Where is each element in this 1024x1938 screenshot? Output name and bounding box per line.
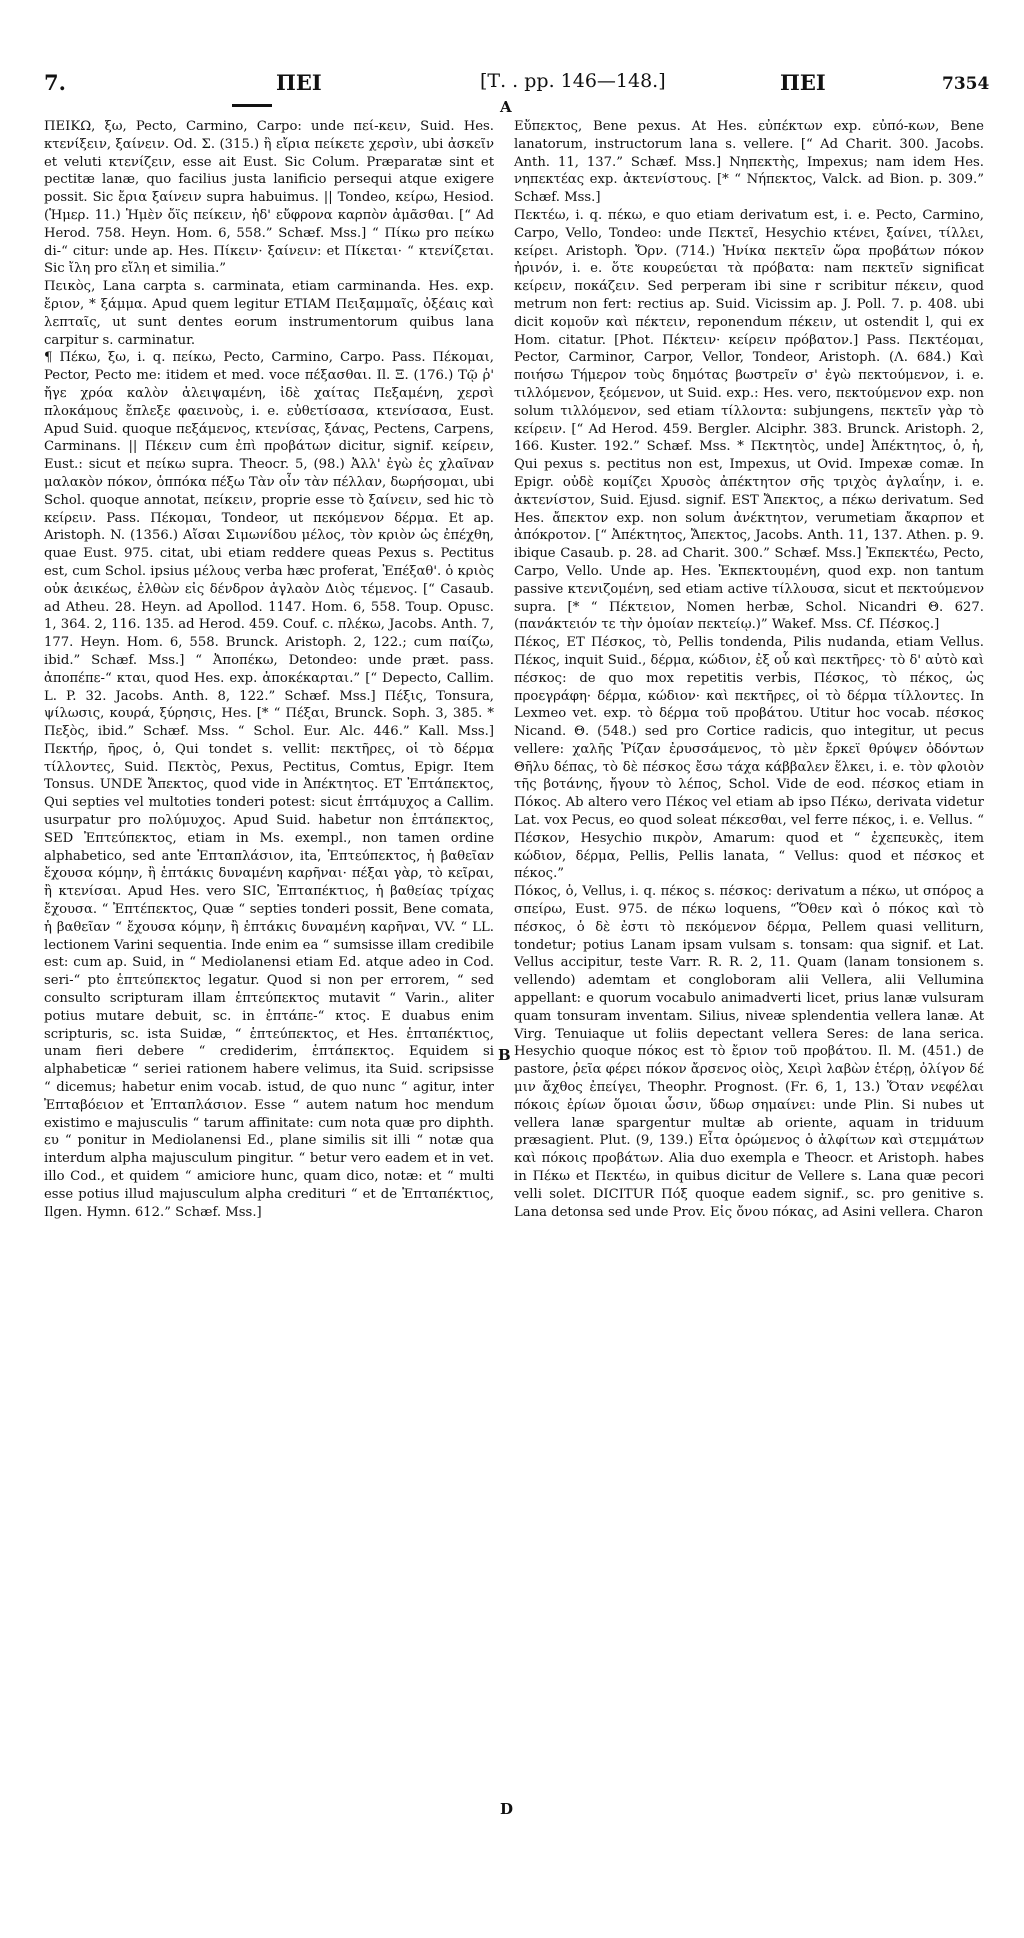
entry-peikos: Πεικὸς, Lana carpta s. carminata, etiam carminanda. Hes. exp. ἔριον, * ξάμμα. Apud quem legitur ETIAM Πειξαμμαῖς, ὀξέαις καὶ λεπταῖς, ut sunt dentes eorum instrumentorum quibus lana carpitur s. carminatur. [44, 279, 494, 348]
margin-letter-d: D [500, 1800, 514, 1818]
header-rule [232, 104, 272, 107]
entry-peko: ¶ Πέκω, ξω, i. q. πείκω, Pecto, Carmino, Carpo. Pass. Πέκομαι, Pector, Pecto me: itidem et med. voce πέξασθαι. Il. Ξ. (176.) Τῷ ῥ' ἤγε χρόα καλὸν ἀλειψαμένη, ἰδὲ χαίτας Πεξαμένη, χερσὶ πλοκάμους ἔπλεξε φαεινοὺς, i. e. εὐθετίσασα, κτενίσασα, Eust. Apud Suid. quoque πεξάμενος, κτενίσας, ξάνας, Pectens, Carpens, Carminans. || Πέκειν cum ἐπὶ προβάτων dicitur, signif. κείρειν, Eust.: sicut et πείκω supra. Theocr. 5, (98.) Ἀλλ' ἐγὼ ἐς χλαῖναν μαλακὸν πόκον, ὁππόκα πέξω Τὰν οἶν τὰν πέλλαν, δωρήσομαι, ubi Schol. quoque annotat, πείκειν, proprie esse τὸ ξαίνειν, sed hic τὸ κείρειν. Pass. Πέκομαι, Tondeor, ut πεκόμενον δέρμα. Et ap. Aristoph. N. (1356.) Αἴσαι Σιμωνίδου μέλος, τὸν κριὸν ὡς ἐπέχθη, quae Eust. 975. citat, ubi etiam reddere queas Pexus s. Pectitus est, cum Schol. ipsius μέλους verba hæc proferat, Ἐπέξαθ'. ὁ κριὸς οὐκ ἀεικέως, ἐλθὼν εἰς δένδρον ἀγλαὸν Διὸς τέμενος. [“ Casaub. ad Atheu. 28. Heyn. ad Apollod. 1147. Hom. 6, 558. Toup. Opusc. 1, 364. 2, 116. 135. ad Herod. 459. Couf. c. πλέκω, Jacobs. Anth. 7, 177. Heyn. Hom. 6, 558. Brunck. Aristoph. 2, 122.; cum παίζω, ibid.” Schæf. Mss.] “ Ἀποπέκω, Detondeo: unde præt. pass. ἀποπέπε-“ κται, quod Hes. exp. ἀποκέκαρται.” [“ Depecto, Callim. L. P. 32. Jacobs. Anth. 8, 122.” Schæf. Mss.] Πέξις, Tonsura, ψίλωσις, κουρά, ξύρησις, Hes. [* “ Πέξαι, Brunck. Soph. 3, 385. * Πεξὸς, ibid.” Schæf. Mss. “ Schol. Eur. Alc. 446.” Kall. Mss.] Πεκτήρ, ῆρος, ὁ, Qui tondet s. vellit: πεκτῆρες, οἱ τὸ δέρμα τίλλοντες, Suid. Πεκτὸς, Pexus, Pectitus, Comtus, Epigr. Item Tonsus. UNDE Ἄπεκτος, quod vide in Ἀπέκτητος. ET Ἐπτάπεκτος, Qui septies vel multoties tonderi potest: sicut ἑπτάμυχος a Callim. usurpatur pro πολύμυχος. Apud Suid. habetur non ἑπτάπεκτος, SED Ἐπτεύπεκτος, etiam in Ms. exempl., non tamen ordine alphabetico, sed ante Ἐπταπλάσιον, ita, Ἐπτεύπεκτος, ἡ βαθεῖαν ἔχουσα κόμην, ἢ ἑπτάκις δυναμένη καρῆναι· πέξαι γὰρ, τὸ κεῖραι, ἢ κτενίσαι. Apud Hes. vero SIC, Ἐπταπέκτιος, ἡ βαθείας τρίχας ἔχουσα. “ Ἐπτέπεκτος, Quæ “ septies tonderi possit, Bene comata, ἡ βαθεῖαν “ ἔχουσα κόμην, ἢ ἑπτάκις δυναμένη καρῆναι, VV. “ LL. lectionem Varini sequentia. Inde enim ea “ sumsisse illam credibile est: cum ap. Suid, in “ Mediolanensi etiam Ed. atque adeo in Cod. seri-“ pto ἑπτεύπεκτος legatur. Quod si non per errorem, “ sed consulto scripturam illam ἑπτεύπεκτος mutavit “ Varin., aliter potius mutare debuit, sc. in ἑπτάπε-“ κτος. E duabus enim scripturis, sc. ista Suidæ, “ ἑπτεύπεκτος, et Hes. ἑπταπέκτιος, unam fieri debere “ crediderim, ἑπτάπεκτος. Equidem si alphabeticæ “ seriei rationem habere velimus, ita Suid. scripsisse “ dicemus; habetur enim vocab. istud, de quo nunc “ agitur, inter Ἐπταβόειον et Ἐπταπλάσιον. Esse “ autem natum hoc mendum existimo e majusculis “ tarum affinitate: cum nota quæ pro diphth. ευ “ ponitur in Mediolanensi Ed., plane similis sit illi “ notæ qua interdum alpha majusculum pingitur. “ betur vero eadem et in vet. illo Cod., et quidem “ amiciore hunc, quam dico, notæ: et “ multi esse potius illud majusculum alpha credituri “ et de Ἐπταπέκτιος, Ilgen. Hymn. 612.” Schæf. Mss.] [44, 350, 494, 1220]
left-column [44, 118, 494, 1221]
entry-pekteo: Πεκτέω, i. q. πέκω, e quo etiam derivatum est, i. e. Pecto, Carmino, Carpo, Vello, Tondeo: unde Πεκτεῖ, Hesychio κτένει, ξαίνει, τίλλει, κείρει. Aristoph. Ὄρν. (714.) Ἡνίκα πεκτεῖν ὥρα προβάτων πόκον ἠρινόν, i. e. ὅτε κουρεύεται τὰ πρόβατα: nam πεκτεῖν significat κείρειν, ποκάζειν. Sed perperam ibi sine r scribitur πέκειν, quod metrum non fert: rectius ap. Suid. Vicissim ap. J. Poll. 7. p. 408. ubi dicit κομοῦν καὶ πέκτειν, reponendum πέκειν, ut ostendit l, qui ex Hom. citatur. [Phot. Πέκτειν· κείρειν πρόβατον.] Pass. Πεκτέομαι, Pector, Carminor, Carpor, Vellor, Tondeor, Aristoph. (Λ. 684.) Καὶ ποιήσω Τήμερον τοὺς δημότας βωστρεῖν σ' ἐγὼ πεκτούμενον, i. e. τιλλόμενον, ξεόμενον, ut Suid. exp.: Hes. vero, πεκτούμενον exp. non solum τιλλόμενον, sed etiam τίλλοντα: subjungens, πεκτεῖν γὰρ τὸ κείρειν. [“ Ad Herod. 459. Bergler. Alciphr. 383. Brunck. Aristoph. 2, 166. Kuster. 192.” Schæf. Mss. * Πεκτητὸς, unde] Ἀπέκτητος, ὁ, ἡ, Qui pexus s. pectitus non est, Impexus, ut Ovid. Impexæ comæ. In Epigr. οὐδὲ κομίζει Χρυσὸς ἀπέκτητον σῆς τριχὸς ἀγλαΐην, i. e. ἀκτενίστον, Suid. Ejusd. signif. EST Ἄπεκτος, a πέκω derivatum. Sed Hes. ἄπεκτον exp. non solum ἀνέκτητον, verumetiam ἄκαρπον et ἀπόκροτον. [“ Ἀπέκτητος, Ἄπεκτος, Jacobs. Anth. 11, 137. Athen. p. 9. ibique Casaub. p. 28. ad Charit. 300.” Schæf. Mss.] Ἐκπεκτέω, Pecto, Carpo, Vello. Unde ap. Hes. Ἐκπεκτουμένη, quod exp. non tantum passive κτενιζομένη, sed etiam active τίλλουσα, sicut et πεκτούμενον supra. [* “ Πέκτειον, Nomen herbæ, Schol. Nicandri Θ. 627. (πανάκτειόν τε τὴν ὁμοίαν πεκτείῳ.)” Wakef. Mss. Cf. Πέσκος.] [514, 207, 984, 633]
page-header [44, 70, 990, 110]
entry-pekos: Πέκος, ET Πέσκος, τὸ, Pellis tondenda, Pilis nudanda, etiam Vellus. Πέκος, inquit Suid., δέρμα, κώδιον, ἐξ οὗ καὶ πεκτῆρες· τὸ δ' αὐτὸ καὶ πέσκος: de quo mox repetitis verbis, Πέσκος, τὸ πέκος, ὡς προεγράφη· δέρμα, κώδιον· καὶ πεκτῆρες, οἱ τὸ δέρμα τίλλοντες. In Lexmeo vet. exp. τὸ δέρμα τοῦ προβάτου. Utitur hoc vocab. πέσκος Nicand. Θ. (548.) sed pro Cortice radicis, quo integitur, ut pecus vellere: χαλῆς Ῥίζαν ἐρυσσάμενος, τὸ μὲν ἔρκεϊ θρύψεν ὀδόντων Θῆλυ δέπας, τὸ δὲ πέσκος ἔσω τάχα κάββαλεν ἕλκει, i. e. τὸν φλοιὸν τῆς βοτάνης, ἤγουν τὸ λέπος, Schol. Vide de eod. πέσκος etiam in Πόκος. Ab altero vero Πέκος vel etiam ab ipso Πέκω, derivata videtur Lat. vox Pecus, eo quod soleat πέκεσθαι, vel ferre πέκος, i. e. Vellus. “ Πέσκον, Hesychio πικρὸν, Amarum: quod et “ ἐχεπευκὲς, item κώδιον, δέρμα, Pellis, Pellis lanata, “ Vellus: quod et πέσκος et πέκος.” [514, 635, 984, 882]
margin-letter-a: A [500, 98, 512, 116]
right-column [514, 118, 984, 1221]
page-number: 7. [44, 70, 66, 95]
entry-eupektos: Εὔπεκτος, Bene pexus. At Hes. εὐπέκτων exp. εὐπό-κων, Bene lanatorum, instructorum lana s. vellere. [“ Ad Charit. 300. Jacobs. Anth. 11, 137.” Schæf. Mss.] Νηπεκτὴς, Impexus; nam idem Hes. νηπεκτέας exp. ἀκτενίστους. [* “ Νήπεκτος, Valck. ad Bion. p. 309.” Schæf. Mss.] [514, 119, 984, 206]
right-headword: ΠΕΙ [780, 70, 826, 95]
column-number: 7354 [942, 74, 990, 94]
margin-letter-b: B [498, 1046, 511, 1064]
entry-pokos: Πόκος, ὁ, Vellus, i. q. πέκος s. πέσκος: derivatum a πέκω, ut σπόρος a σπείρω, Eust. 975. de πέκω loquens, “Ὅθεν καὶ ὁ πόκος καὶ τὸ πέσκος, ὁ δὲ ἐστι τὸ πεκόμενον δέρμα, Pellem quasi velliturn, tondetur; potius Lanam ipsam vulsam s. tonsam: qua signif. et Lat. Vellus accipitur, teste Varr. R. R. 2, 11. Quam (lanam tonsionem s. vellendo) ademtam et congloboram alii Vellera, alii Vellumina appellant: e quorum vocabulo animadverti licet, prius lanæ vulsuram quam tonsuram inventam. Silius, niveæ splendentia vellera lanæ. At Virg. Tenuiaque ut foliis depectant vellera Seres: de lana serica. Hesychio quoque πόκος est τὸ ἔριον τοῦ προβάτου. Il. M. (451.) de pastore, ῥεῖα φέρει πόκον ἄρσενος οἰὸς, Χειρὶ λαβὼν ἑτέρῃ, ὀλίγον δέ μιν ἄχθος ἐπείγει, Theophr. Prognost. (Fr. 6, 1, 13.) Ὅταν νεφέλαι πόκοις ἐρίων ὅμοιαι ὦσιν, ὕδωρ σημαίνει: unde Plin. Si nubes ut vellera lanæ spargentur multæ ab oriente, aquam in triduum præsagient. Plut. (9, 139.) Εἶτα ὁρώμενος ὁ ἀλφίτων καὶ στεμμάτων καὶ πόκοις προβάτων. Alia duo exempla e Theocr. et Aristoph. habes in Πέκω et Πεκτέω, in quibus dicitur de Vellere s. Lana quæ pecori velli solet. DICITUR Πόξ quoque eadem signif., sc. pro genitive s. Lana detonsa sed unde Prov. Εἰς ὄνου πόκας, ad Asini vellera. Charon [514, 884, 984, 1220]
page-reference: [Τ. . pp. 146—148.] [480, 70, 666, 92]
left-headword: ΠΕΙ [276, 70, 322, 95]
entry-peiko: ΠΕΙΚΩ, ξω, Pecto, Carmino, Carpo: unde πεί-κειν, Suid. Hes. κτενίξειν, ξαίνειν. Od. Σ. (315.) ἢ εἴρια πείκετε χερσὶν, ubi ἀσκεῖν et veluti κτενίζειν, esse ait Eust. Sic Colum. Præparatæ sint et pectitæ lanæ, quo facilius justa lanificio persequi atque exigere possit. Sic ἔρια ξαίνειν supra habuimus. || Tondeo, κείρω, Hesiod. (Ἡμερ. 11.) Ἡμὲν ὄϊς πείκειν, ἠδ' εὔφρονα καρπὸν ἀμᾶσθαι. [“ Ad Herod. 758. Heyn. Hom. 6, 558.” Schæf. Mss.] “ Πίκω pro πείκω di-“ citur: unde ap. Hes. Πίκειν· ξαίνειν: et Πίκεται· “ κτενίζεται. Sic ἴλη pro εἴλη et similia.” [44, 119, 494, 277]
